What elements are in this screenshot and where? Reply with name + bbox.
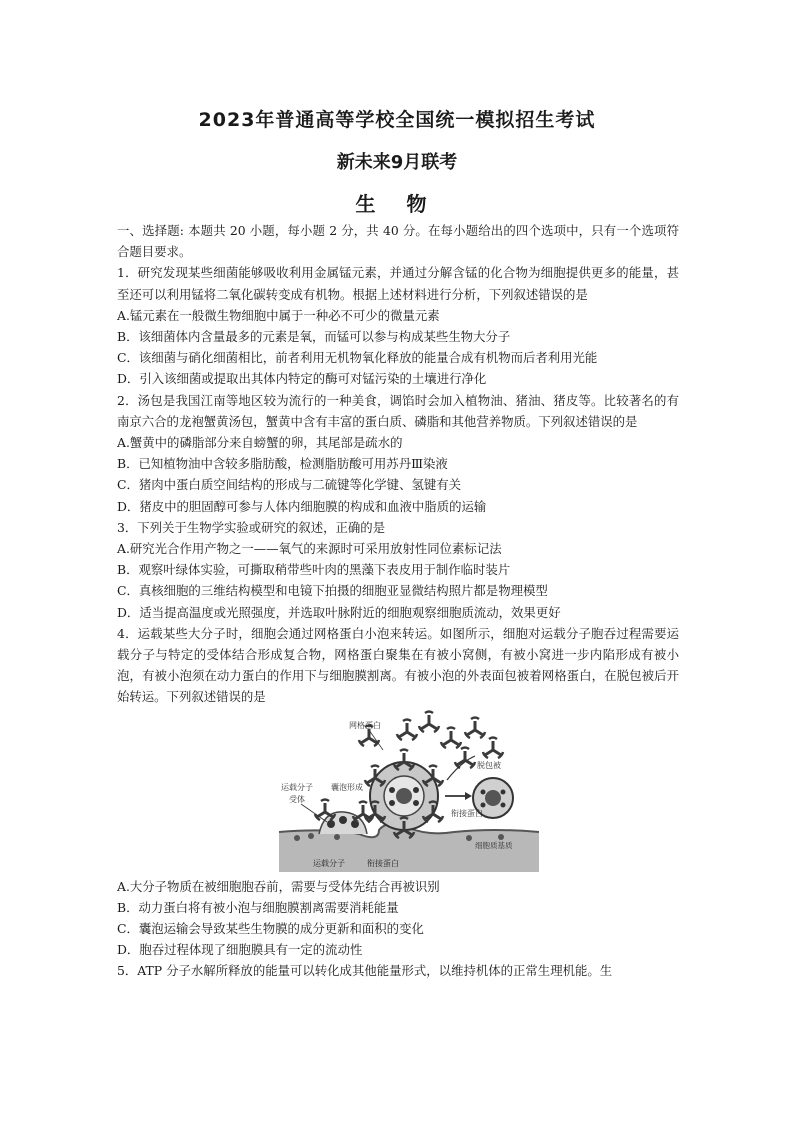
question-1-option-d: D．引入该细菌或提取出其体内特定的酶可对锰污染的土壤进行净化 bbox=[117, 371, 487, 387]
question-2-option-b: B．已知植物油中含较多脂肪酸，检测脂肪酸可用苏丹Ⅲ染液 bbox=[117, 456, 448, 472]
question-3-option-a: A.研究光合作用产物之一——氧气的来源时可采用放射性同位素标记法 bbox=[117, 541, 502, 557]
question-1-option-c: C．该细菌与硝化细菌相比，前者利用无机物氧化释放的能量合成有机物而后者利用光能 bbox=[117, 350, 598, 366]
question-3-option-c: C．真核细胞的三维结构模型和电镜下拍摄的细胞亚显微结构照片都是物理模型 bbox=[117, 583, 548, 599]
label-vesicle-formation: 囊泡形成 bbox=[331, 782, 363, 792]
question-3-stem: 3．下列关于生物学实验或研究的叙述，正确的是 bbox=[117, 519, 386, 535]
question-4-option-b: B．动力蛋白将有被小泡与细胞膜割离需要消耗能量 bbox=[117, 899, 399, 915]
section-instructions: 一、选择题: 本题共 20 小题，每小题 2 分，共 40 分。在每小题给出的四个选项中，只有一个选项符合题目要求。 bbox=[117, 223, 679, 260]
label-adaptor: 衔接蛋白 bbox=[451, 808, 483, 818]
endocytosis-diagram bbox=[117, 708, 679, 876]
label-cargo: 运载分子 bbox=[313, 858, 345, 868]
question-4-stem: 4．运载某些大分子时，细胞会通过网格蛋白小泡来转运。如图所示，细胞对运载分子胞吞过程需要运载分子与特定的受体结合形成复合物，网格蛋白聚集在有被小窝侧，有被小窝进一步内陷形成有被小泡，有被小泡须在动力蛋白的作用下与细胞膜割离。有被小泡的外表面包被着网格蛋白，在脱包被后开始转运。下列叙述错误的是 bbox=[117, 625, 679, 705]
question-content bbox=[117, 220, 679, 982]
question-5-stem: 5．ATP 分子水解所释放的能量可以转化成其他能量形式，以维持机体的正常生理机能。生 bbox=[117, 963, 613, 979]
clathrin-vesicle-figure bbox=[279, 710, 539, 872]
label-receptor: 受体 bbox=[289, 794, 305, 804]
question-1-option-a: A.锰元素在一般微生物细胞中属于一种必不可少的微量元素 bbox=[117, 307, 440, 323]
label-cargo-receptor: 运载分子 bbox=[281, 782, 313, 792]
label-cytoplasm: 细胞质基质 bbox=[475, 840, 513, 850]
question-2-option-d: D．猪皮中的胆固醇可参与人体内细胞膜的构成和血液中脂质的运输 bbox=[117, 498, 487, 514]
question-4-option-d: D．胞吞过程体现了细胞膜具有一定的流动性 bbox=[117, 942, 363, 958]
exam-subtitle: 新未来9月联考 bbox=[336, 152, 458, 173]
question-4-option-c: C．囊泡运输会导致某些生物膜的成分更新和面积的变化 bbox=[117, 921, 424, 937]
question-2-option-a: A.蟹黄中的磷脂部分来自螃蟹的卵，其尾部是疏水的 bbox=[117, 435, 403, 451]
exam-title: 2023年普通高等学校全国统一模拟招生考试 bbox=[198, 109, 596, 131]
label-uncoating: 脱包被 bbox=[477, 760, 501, 770]
question-1-option-b: B．该细菌体内含量最多的元素是氧，而锰可以参与构成某些生物大分子 bbox=[117, 329, 511, 345]
free-clathrin bbox=[359, 711, 503, 768]
question-4-option-a: A.大分子物质在被细胞胞吞前，需要与受体先结合再被识别 bbox=[117, 878, 440, 894]
coated-vesicle bbox=[365, 749, 443, 838]
question-3-option-b: B．观察叶绿体实验，可撕取稍带些叶肉的黑藻下表皮用于制作临时装片 bbox=[117, 562, 511, 578]
question-2-option-c: C．猪肉中蛋白质空间结构的形成与二硫键等化学键、氢键有关 bbox=[117, 477, 462, 493]
question-1-stem: 1．研究发现某些细菌能够吸收利用金属锰元素，并通过分解含锰的化合物为细胞提供更多的能量，甚至还可以利用锰将二氧化碳转变成有机物。根据上述材料进行分析，下列叙述错误的是 bbox=[117, 265, 679, 302]
label-adaptor-bottom: 衔接蛋白 bbox=[367, 858, 399, 868]
question-3-option-d: D．适当提高温度或光照强度，并选取叶脉附近的细胞观察细胞质流动，效果更好 bbox=[117, 604, 561, 620]
subject-title: 生 物 bbox=[355, 192, 439, 216]
question-2-stem: 2．汤包是我国江南等地区较为流行的一种美食，调馅时会加入植物油、猪油、猪皮等。比较著名的有南京六合的龙袍蟹黄汤包，蟹黄中含有丰富的蛋白质、磷脂和其他营养物质。下列叙述错误的是 bbox=[117, 392, 679, 429]
label-clathrin: 网格蛋白 bbox=[349, 720, 381, 730]
